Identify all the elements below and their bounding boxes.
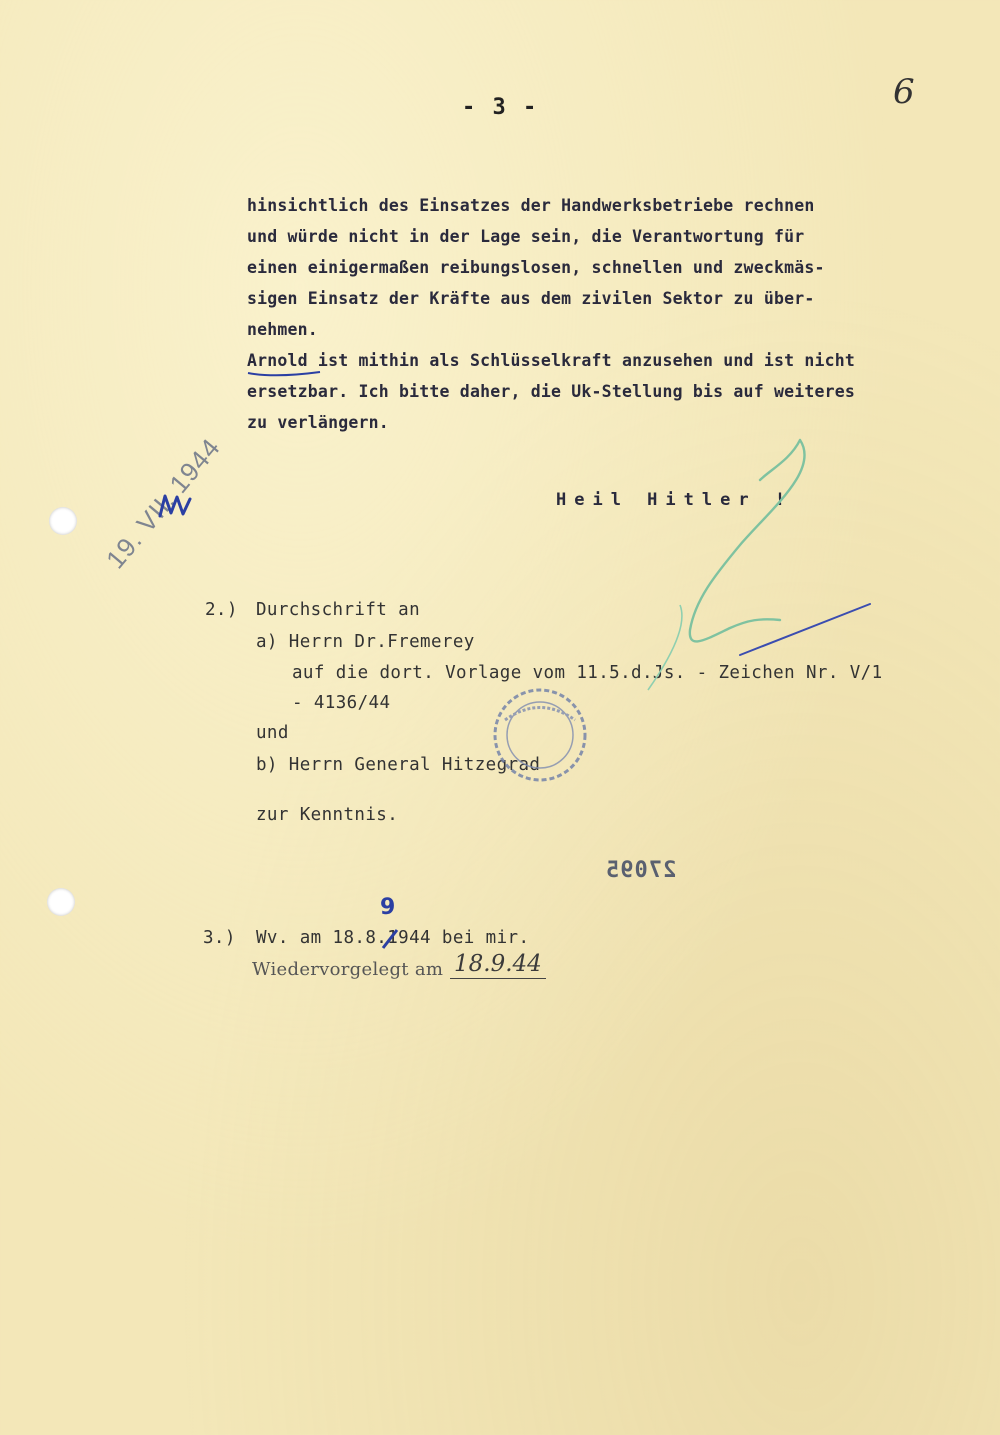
punch-hole-top [49,507,77,535]
date-correction-mark: 9 [380,895,396,920]
item-2-heading: Durchschrift an [256,600,421,620]
body-line: hinsichtlich des Einsatzes der Handwerksbetriebe rechnen [247,196,815,215]
body-line: zu verlängern. [247,413,389,432]
received-date-stamp: 19. VII. 1944 [100,432,227,575]
folio-number: 6 [893,72,915,112]
item-2-reference: auf die dort. Vorlage vom 11.5.d.Js. - Zeichen Nr. V/1 [292,663,883,683]
item-2-recipient-a: a) Herrn Dr.Fremerey [256,632,475,652]
item-2-recipient-b: b) Herrn General Hitzegrad [256,755,541,775]
resubmission-date: 18.9.44 [450,951,546,979]
item-3-text: Wv. am 18.8.1944 bei mir. [256,928,530,948]
signature-pencil-green [690,440,805,641]
item-2-reference-number: - 4136/44 [292,693,391,713]
body-line: nehmen. [247,320,318,339]
body-line: ersetzbar. Ich bitte daher, die Uk-Stellung bis auf weiteres [247,382,856,401]
file-number-stamp: 27095 [605,858,677,883]
item-2-number: 2.) [205,600,238,620]
punch-hole-bottom [47,888,75,916]
body-line: einen einigermaßen reibungslosen, schnellen und zweckmäs- [247,258,825,277]
page-number: - 3 - [462,95,539,120]
body-line: sigen Einsatz der Kräfte aus dem zivilen Sektor zu über- [247,289,815,308]
body-line: und würde nicht in der Lage sein, die Verantwortung für [247,227,805,246]
body-line: Arnold ist mithin als Schlüsselkraft anzusehen und ist nicht [247,351,856,370]
item-2-closing: zur Kenntnis. [256,805,399,825]
signature-pen-blue [740,604,870,655]
letter-body [247,190,1000,438]
closing-greeting: Heil Hitler ! [556,490,794,510]
resubmission-stamp-label: Wiedervorgelegt am [252,959,444,980]
item-3-number: 3.) [203,928,236,948]
item-2-connector: und [256,723,289,743]
